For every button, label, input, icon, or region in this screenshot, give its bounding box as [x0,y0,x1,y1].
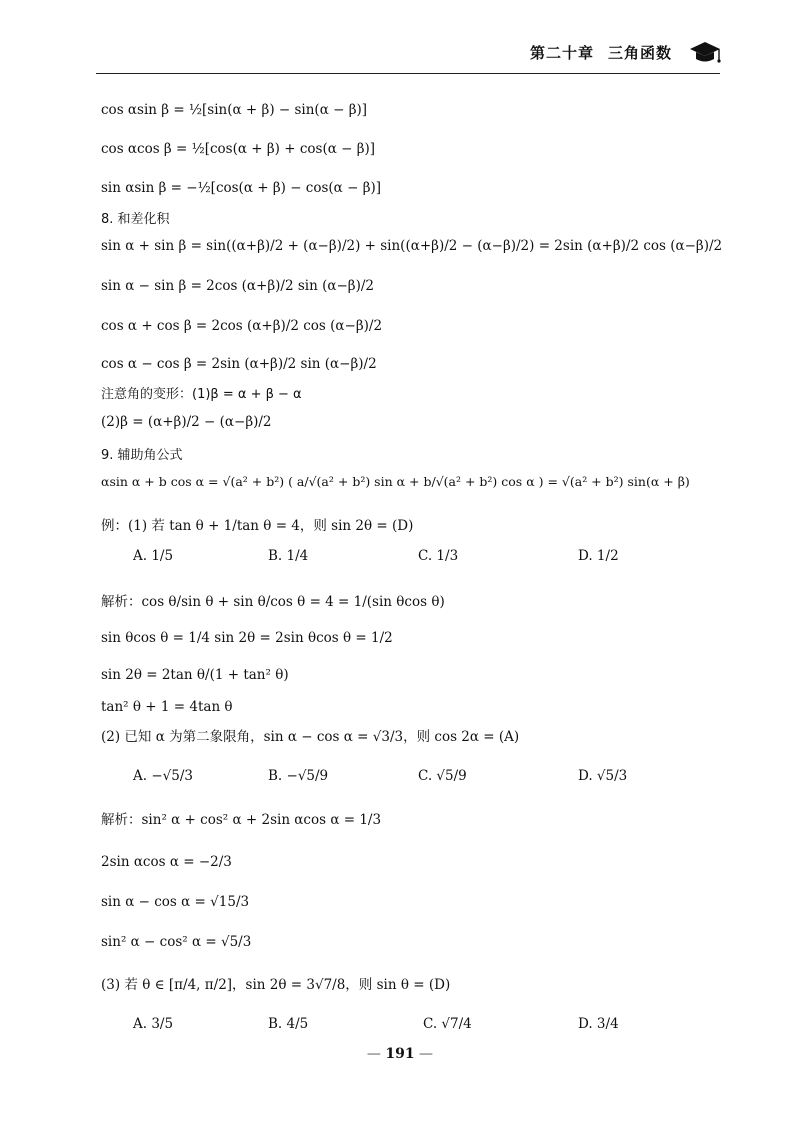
example-1-option-d: D. 1/2 [578,548,619,564]
example-1-question: 例：(1) 若 tan θ + 1/tan θ = 4，则 sin 2θ = (D) [101,518,414,534]
example-1-solution-2: sin θcos θ = 1/4 sin 2θ = 2sin θcos θ = 1/2 [101,630,393,646]
example-1-solution-1: 解析：cos θ/sin θ + sin θ/cos θ = 4 = 1/(sin θcos θ) [101,594,445,610]
example-2-option-a: A. −√5/3 [133,768,193,784]
angle-transform-note-1: 注意角的变形：(1)β = α + β − α [101,387,302,402]
section-heading-auxiliary-angle: 9. 辅助角公式 [101,448,183,463]
example-1-solution-4: tan² θ + 1 = 4tan θ [101,699,233,715]
example-2-solution-3: sin α − cos α = √15/3 [101,894,250,910]
running-header [530,42,672,63]
formula-cos-minus-cos: cos α − cos β = 2sin (α+β)/2 sin (α−β)/2 [101,356,377,372]
page-number: — 191 — [366,1046,434,1062]
example-2-option-d: D. √5/3 [578,768,628,784]
header-rule [96,73,720,74]
formula-sin-sin: sin αsin β = −½[cos(α + β) − cos(α − β)] [101,180,382,196]
section-heading-sum-to-product: 8. 和差化积 [101,212,170,227]
example-1-solution-3: sin 2θ = 2tan θ/(1 + tan² θ) [101,667,289,683]
example-2-option-b: B. −√5/9 [268,768,329,784]
example-3-option-d: D. 3/4 [578,1016,619,1032]
topic-label: 三角函数 [608,44,673,62]
graduation-cap-icon [688,38,722,66]
example-3-option-c: C. √7/4 [423,1016,472,1032]
example-1-option-a: A. 1/5 [133,548,174,564]
example-1-option-c: C. 1/3 [418,548,459,564]
angle-transform-note-2: (2)β = (α+β)/2 − (α−β)/2 [101,414,272,430]
chapter-label: 第二十章 [530,44,595,62]
example-3-question: (3) 若 θ ∈ [π/4, π/2]，sin 2θ = 3√7/8，则 sin θ = (D) [101,977,451,993]
example-3-option-b: B. 4/5 [268,1016,309,1032]
example-1-option-b: B. 1/4 [268,548,309,564]
formula-cos-cos: cos αcos β = ½[cos(α + β) + cos(α − β)] [101,141,376,157]
formula-sin-plus-sin: sin α + sin β = sin((α+β)/2 + (α−β)/2) + sin((α+β)/2 − (α−β)/2) = 2sin (α+β)/2 cos (α−β)/2 [101,238,723,254]
example-2-solution-4: sin² α − cos² α = √5/3 [101,934,252,950]
formula-cos-sin: cos αsin β = ½[sin(α + β) − sin(α − β)] [101,102,368,118]
formula-cos-plus-cos: cos α + cos β = 2cos (α+β)/2 cos (α−β)/2 [101,318,383,334]
example-2-solution-2: 2sin αcos α = −2/3 [101,854,232,870]
example-2-question: (2) 已知 α 为第二象限角，sin α − cos α = √3/3，则 cos 2α = (A) [101,729,520,745]
example-2-option-c: C. √5/9 [418,768,467,784]
formula-auxiliary-angle: αsin α + b cos α = √(a² + b²) ( a/√(a² + b²) sin α + b/√(a² + b²) cos α ) = √(a² + b²) sin(α + β) [101,474,690,489]
formula-sin-minus-sin: sin α − sin β = 2cos (α+β)/2 sin (α−β)/2 [101,278,374,294]
example-2-solution-1: 解析：sin² α + cos² α + 2sin αcos α = 1/3 [101,812,382,828]
example-3-option-a: A. 3/5 [133,1016,174,1032]
